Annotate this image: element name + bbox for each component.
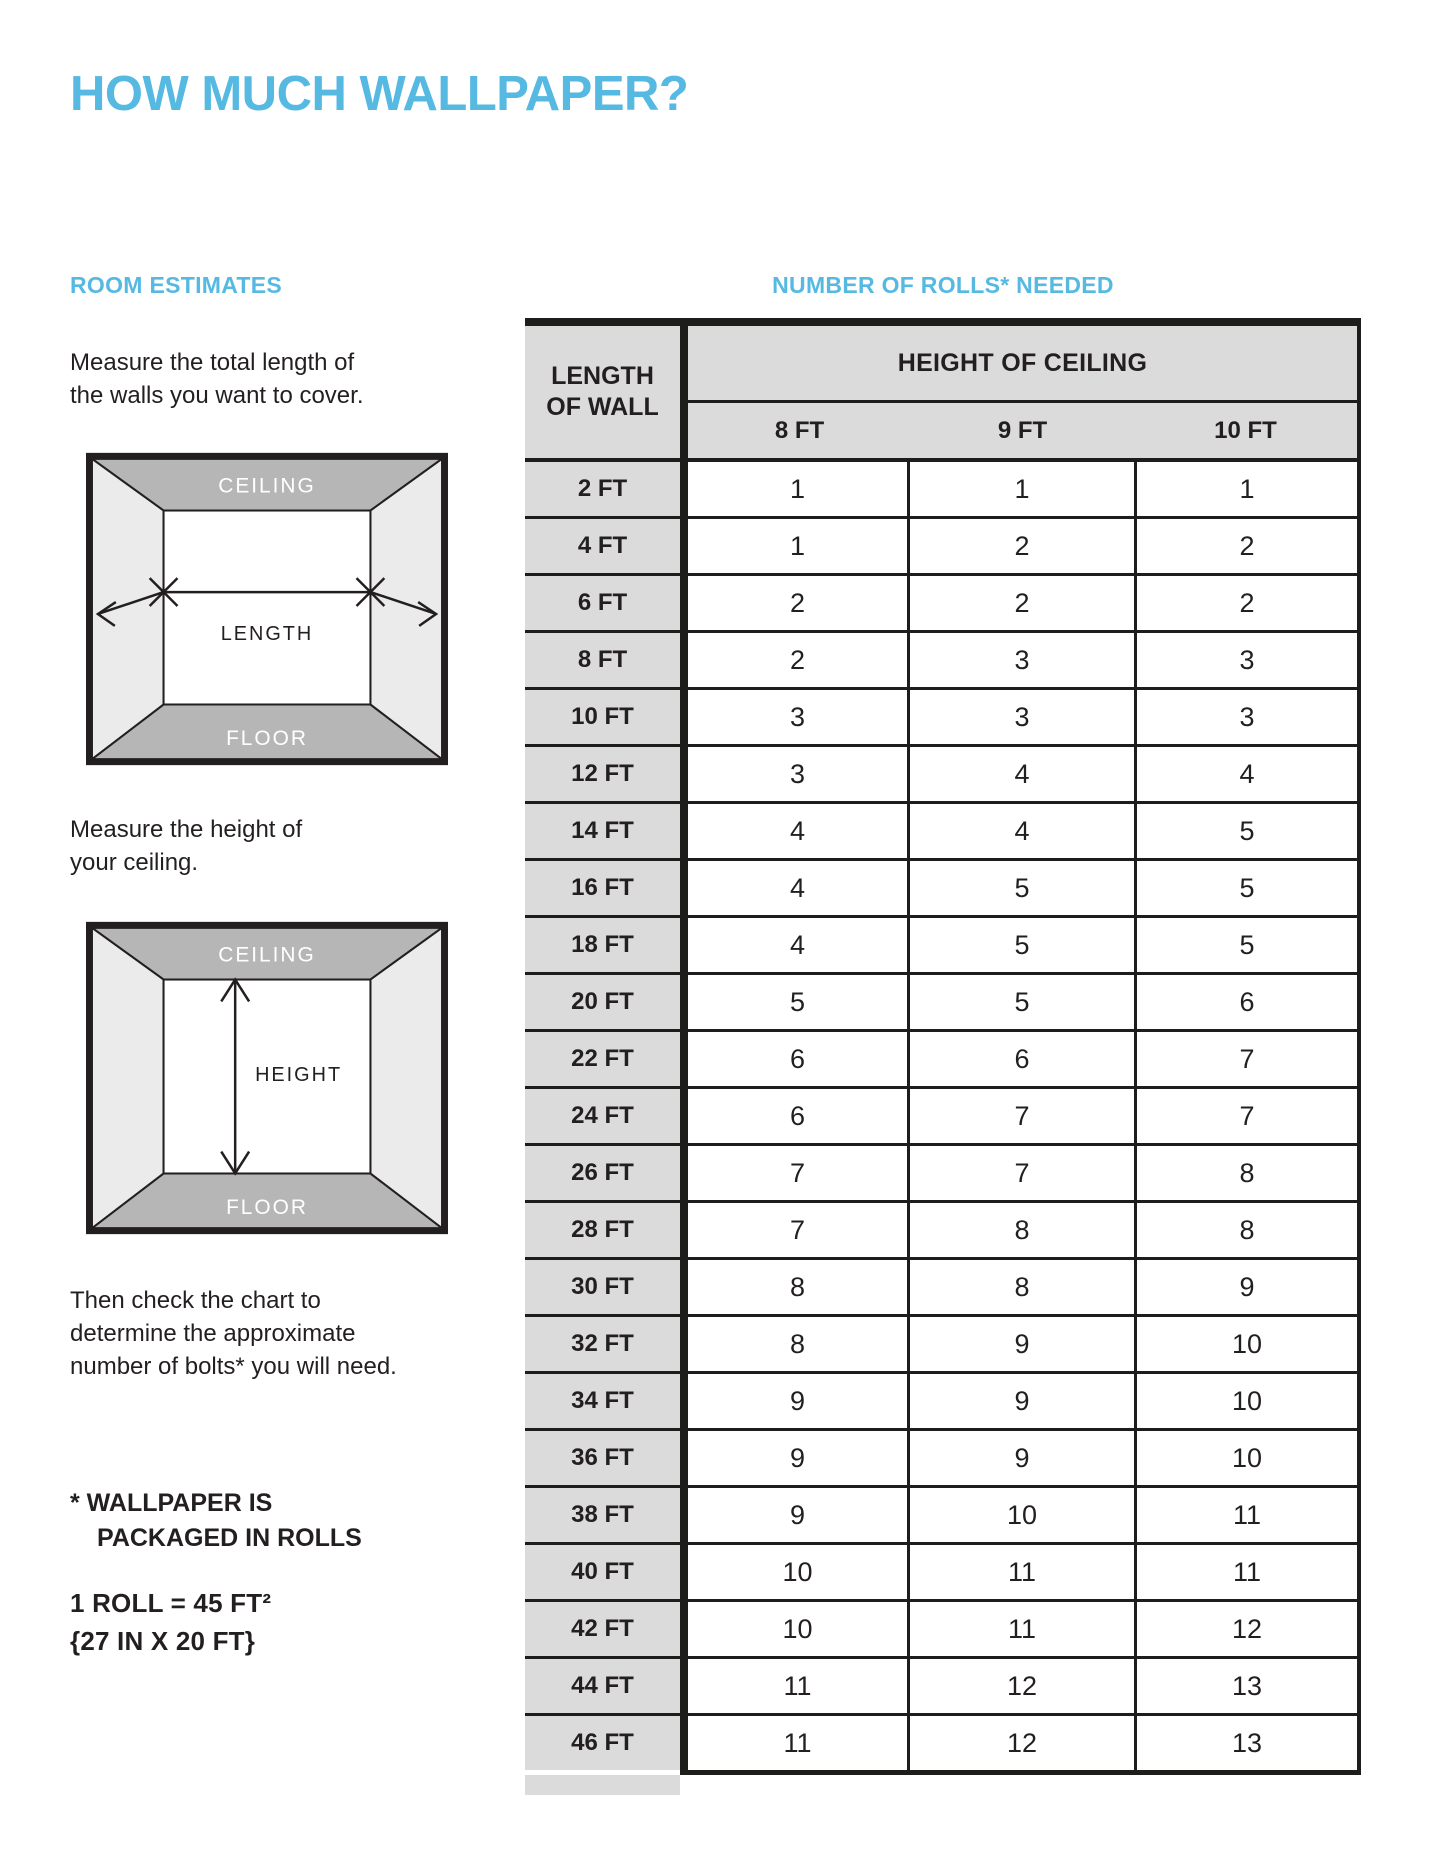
- ceiling-label: CEILING: [218, 943, 316, 967]
- page-title: HOW MUCH WALLPAPER?: [70, 67, 689, 121]
- table-body: [525, 462, 1361, 1770]
- cell-rolls-8ft: 6: [680, 1089, 907, 1143]
- length-label: LENGTH: [220, 622, 314, 645]
- cell-rolls-8ft: 4: [680, 918, 907, 972]
- table-header: [525, 326, 1361, 458]
- rolls-needed-heading: NUMBER OF ROLLS* NEEDED: [772, 272, 1114, 298]
- cell-rolls-9ft: 5: [907, 861, 1134, 915]
- row-length-label: 16 FT: [525, 861, 680, 915]
- row-length-label: 12 FT: [525, 747, 680, 801]
- cell-rolls-10ft: 11: [1134, 1545, 1361, 1599]
- cell-rolls-8ft: 8: [680, 1317, 907, 1371]
- table-row: [525, 1431, 1361, 1488]
- table-row: [525, 1317, 1361, 1374]
- row-length-label: 20 FT: [525, 975, 680, 1029]
- cell-rolls-9ft: 10: [907, 1488, 1134, 1542]
- cell-rolls-9ft: 9: [907, 1317, 1134, 1371]
- cell-rolls-10ft: 2: [1134, 519, 1361, 573]
- row-length-label: 10 FT: [525, 690, 680, 744]
- cell-rolls-10ft: 2: [1134, 576, 1361, 630]
- table-row: [525, 1374, 1361, 1431]
- cell-rolls-10ft: 3: [1134, 690, 1361, 744]
- roll-dimensions-line: {27 IN X 20 FT}: [70, 1626, 256, 1656]
- cell-rolls-9ft: 7: [907, 1146, 1134, 1200]
- row-length-label: 40 FT: [525, 1545, 680, 1599]
- cell-rolls-10ft: 4: [1134, 747, 1361, 801]
- ceiling-height-diagram: [86, 921, 448, 1235]
- cell-rolls-8ft: 6: [680, 1032, 907, 1086]
- cell-rolls-10ft: 12: [1134, 1602, 1361, 1656]
- cell-rolls-8ft: 7: [680, 1146, 907, 1200]
- row-length-label: 44 FT: [525, 1659, 680, 1713]
- table-row: [525, 519, 1361, 576]
- cell-rolls-8ft: 1: [680, 462, 907, 516]
- cell-rolls-10ft: 11: [1134, 1488, 1361, 1542]
- row-length-label: 14 FT: [525, 804, 680, 858]
- subheader-10ft: 10 FT: [1214, 416, 1277, 444]
- cell-rolls-10ft: 13: [1134, 1659, 1361, 1713]
- cell-rolls-9ft: 6: [907, 1032, 1134, 1086]
- roll-size-info: [70, 1584, 271, 1660]
- check-chart-paragraph: [70, 1284, 397, 1383]
- cell-rolls-10ft: 8: [1134, 1203, 1361, 1257]
- cell-rolls-8ft: 9: [680, 1431, 907, 1485]
- cell-rolls-8ft: 4: [680, 861, 907, 915]
- cell-rolls-9ft: 12: [907, 1716, 1134, 1770]
- cell-rolls-10ft: 5: [1134, 918, 1361, 972]
- row-length-label: 38 FT: [525, 1488, 680, 1542]
- cell-rolls-8ft: 4: [680, 804, 907, 858]
- cell-rolls-9ft: 11: [907, 1545, 1134, 1599]
- row-length-label: 24 FT: [525, 1089, 680, 1143]
- row-length-label: 22 FT: [525, 1032, 680, 1086]
- table-row: [525, 1146, 1361, 1203]
- row-length-label: 8 FT: [525, 633, 680, 687]
- table-row: [525, 576, 1361, 633]
- header-line: LENGTH: [551, 362, 654, 390]
- paragraph-line: the walls you want to cover.: [70, 382, 364, 409]
- floor-label: FLOOR: [226, 1196, 308, 1220]
- cell-rolls-9ft: 5: [907, 975, 1134, 1029]
- row-length-label: 36 FT: [525, 1431, 680, 1485]
- measure-length-paragraph: [70, 346, 363, 412]
- table-row: [525, 633, 1361, 690]
- height-of-ceiling-header-group: [680, 326, 1361, 458]
- row-length-label: 28 FT: [525, 1203, 680, 1257]
- cell-rolls-9ft: 3: [907, 690, 1134, 744]
- paragraph-line: Measure the height of: [70, 816, 303, 843]
- cell-rolls-9ft: 9: [907, 1431, 1134, 1485]
- cell-rolls-9ft: 9: [907, 1374, 1134, 1428]
- cell-rolls-10ft: 7: [1134, 1032, 1361, 1086]
- paragraph-line: determine the approximate: [70, 1320, 356, 1347]
- subheader-9ft: 9 FT: [997, 416, 1048, 444]
- row-length-label: 4 FT: [525, 519, 680, 573]
- table-row: [525, 861, 1361, 918]
- cell-rolls-8ft: 9: [680, 1374, 907, 1428]
- cell-rolls-10ft: 5: [1134, 804, 1361, 858]
- room-length-diagram: [86, 452, 448, 766]
- length-of-wall-header: [525, 326, 680, 458]
- cell-rolls-8ft: 8: [680, 1260, 907, 1314]
- subheader-8ft: 8 FT: [774, 416, 825, 444]
- cell-rolls-8ft: 5: [680, 975, 907, 1029]
- row-length-label: 2 FT: [525, 462, 680, 516]
- measure-height-paragraph: [70, 813, 302, 879]
- cell-rolls-8ft: 7: [680, 1203, 907, 1257]
- table-row: [525, 462, 1361, 519]
- table-row: [525, 1659, 1361, 1716]
- table-row: [525, 1203, 1361, 1260]
- cell-rolls-10ft: 9: [1134, 1260, 1361, 1314]
- table-row: [525, 1545, 1361, 1602]
- row-length-label: 26 FT: [525, 1146, 680, 1200]
- table-top-border: [525, 318, 1361, 326]
- cell-rolls-10ft: 10: [1134, 1317, 1361, 1371]
- cell-rolls-10ft: 5: [1134, 861, 1361, 915]
- ceiling-height-subheaders: [688, 403, 1357, 458]
- cell-rolls-8ft: 11: [680, 1659, 907, 1713]
- cell-rolls-9ft: 8: [907, 1203, 1134, 1257]
- rolls-footnote: [70, 1486, 362, 1556]
- height-label: HEIGHT: [255, 1063, 343, 1086]
- cell-rolls-9ft: 2: [907, 576, 1134, 630]
- table-row: [525, 1716, 1361, 1770]
- cell-rolls-9ft: 4: [907, 747, 1134, 801]
- table-row: [525, 1260, 1361, 1317]
- height-of-ceiling-header: HEIGHT OF CEILING: [688, 326, 1357, 400]
- cell-rolls-10ft: 10: [1134, 1374, 1361, 1428]
- cell-rolls-10ft: 6: [1134, 975, 1361, 1029]
- rolls-table: [525, 318, 1361, 1795]
- roll-size-line: 1 ROLL = 45 FT²: [70, 1588, 272, 1618]
- footnote-line: PACKAGED IN ROLLS: [97, 1524, 362, 1552]
- cell-rolls-10ft: 8: [1134, 1146, 1361, 1200]
- row-length-label: 18 FT: [525, 918, 680, 972]
- cell-rolls-9ft: 12: [907, 1659, 1134, 1713]
- cell-rolls-8ft: 2: [680, 633, 907, 687]
- footnote-line: * WALLPAPER IS: [70, 1489, 273, 1517]
- cell-rolls-9ft: 5: [907, 918, 1134, 972]
- header-line: OF WALL: [546, 393, 659, 421]
- table-row: [525, 1488, 1361, 1545]
- cell-rolls-9ft: 1: [907, 462, 1134, 516]
- table-row: [525, 975, 1361, 1032]
- cell-rolls-8ft: 10: [680, 1545, 907, 1599]
- floor-label: FLOOR: [226, 727, 308, 751]
- table-row: [525, 1602, 1361, 1659]
- cell-rolls-9ft: 4: [907, 804, 1134, 858]
- cell-rolls-9ft: 3: [907, 633, 1134, 687]
- cell-rolls-10ft: 7: [1134, 1089, 1361, 1143]
- paragraph-line: Then check the chart to: [70, 1287, 321, 1314]
- cell-rolls-8ft: 3: [680, 747, 907, 801]
- cell-rolls-8ft: 9: [680, 1488, 907, 1542]
- cell-rolls-9ft: 7: [907, 1089, 1134, 1143]
- row-length-label: 32 FT: [525, 1317, 680, 1371]
- cell-rolls-8ft: 2: [680, 576, 907, 630]
- table-row: [525, 918, 1361, 975]
- label-column-tail: [525, 1775, 680, 1795]
- cell-rolls-10ft: 3: [1134, 633, 1361, 687]
- paragraph-line: Measure the total length of: [70, 349, 355, 376]
- room-estimates-heading: ROOM ESTIMATES: [70, 272, 283, 298]
- cell-rolls-8ft: 1: [680, 519, 907, 573]
- paragraph-line: your ceiling.: [70, 849, 199, 876]
- table-row: [525, 1089, 1361, 1146]
- ceiling-label: CEILING: [218, 474, 316, 498]
- cell-rolls-8ft: 11: [680, 1716, 907, 1770]
- cell-rolls-10ft: 13: [1134, 1716, 1361, 1770]
- cell-rolls-8ft: 10: [680, 1602, 907, 1656]
- row-length-label: 42 FT: [525, 1602, 680, 1656]
- table-row: [525, 747, 1361, 804]
- cell-rolls-9ft: 11: [907, 1602, 1134, 1656]
- paragraph-line: number of bolts* you will need.: [70, 1353, 397, 1380]
- table-row: [525, 1032, 1361, 1089]
- table-row: [525, 804, 1361, 861]
- cell-rolls-8ft: 3: [680, 690, 907, 744]
- row-length-label: 46 FT: [525, 1716, 680, 1770]
- cell-rolls-10ft: 1: [1134, 462, 1361, 516]
- back-wall-panel: [164, 511, 371, 705]
- row-length-label: 6 FT: [525, 576, 680, 630]
- cell-rolls-9ft: 8: [907, 1260, 1134, 1314]
- cell-rolls-10ft: 10: [1134, 1431, 1361, 1485]
- table-bottom-border: [680, 1770, 1361, 1775]
- row-length-label: 34 FT: [525, 1374, 680, 1428]
- table-row: [525, 690, 1361, 747]
- row-length-label: 30 FT: [525, 1260, 680, 1314]
- cell-rolls-9ft: 2: [907, 519, 1134, 573]
